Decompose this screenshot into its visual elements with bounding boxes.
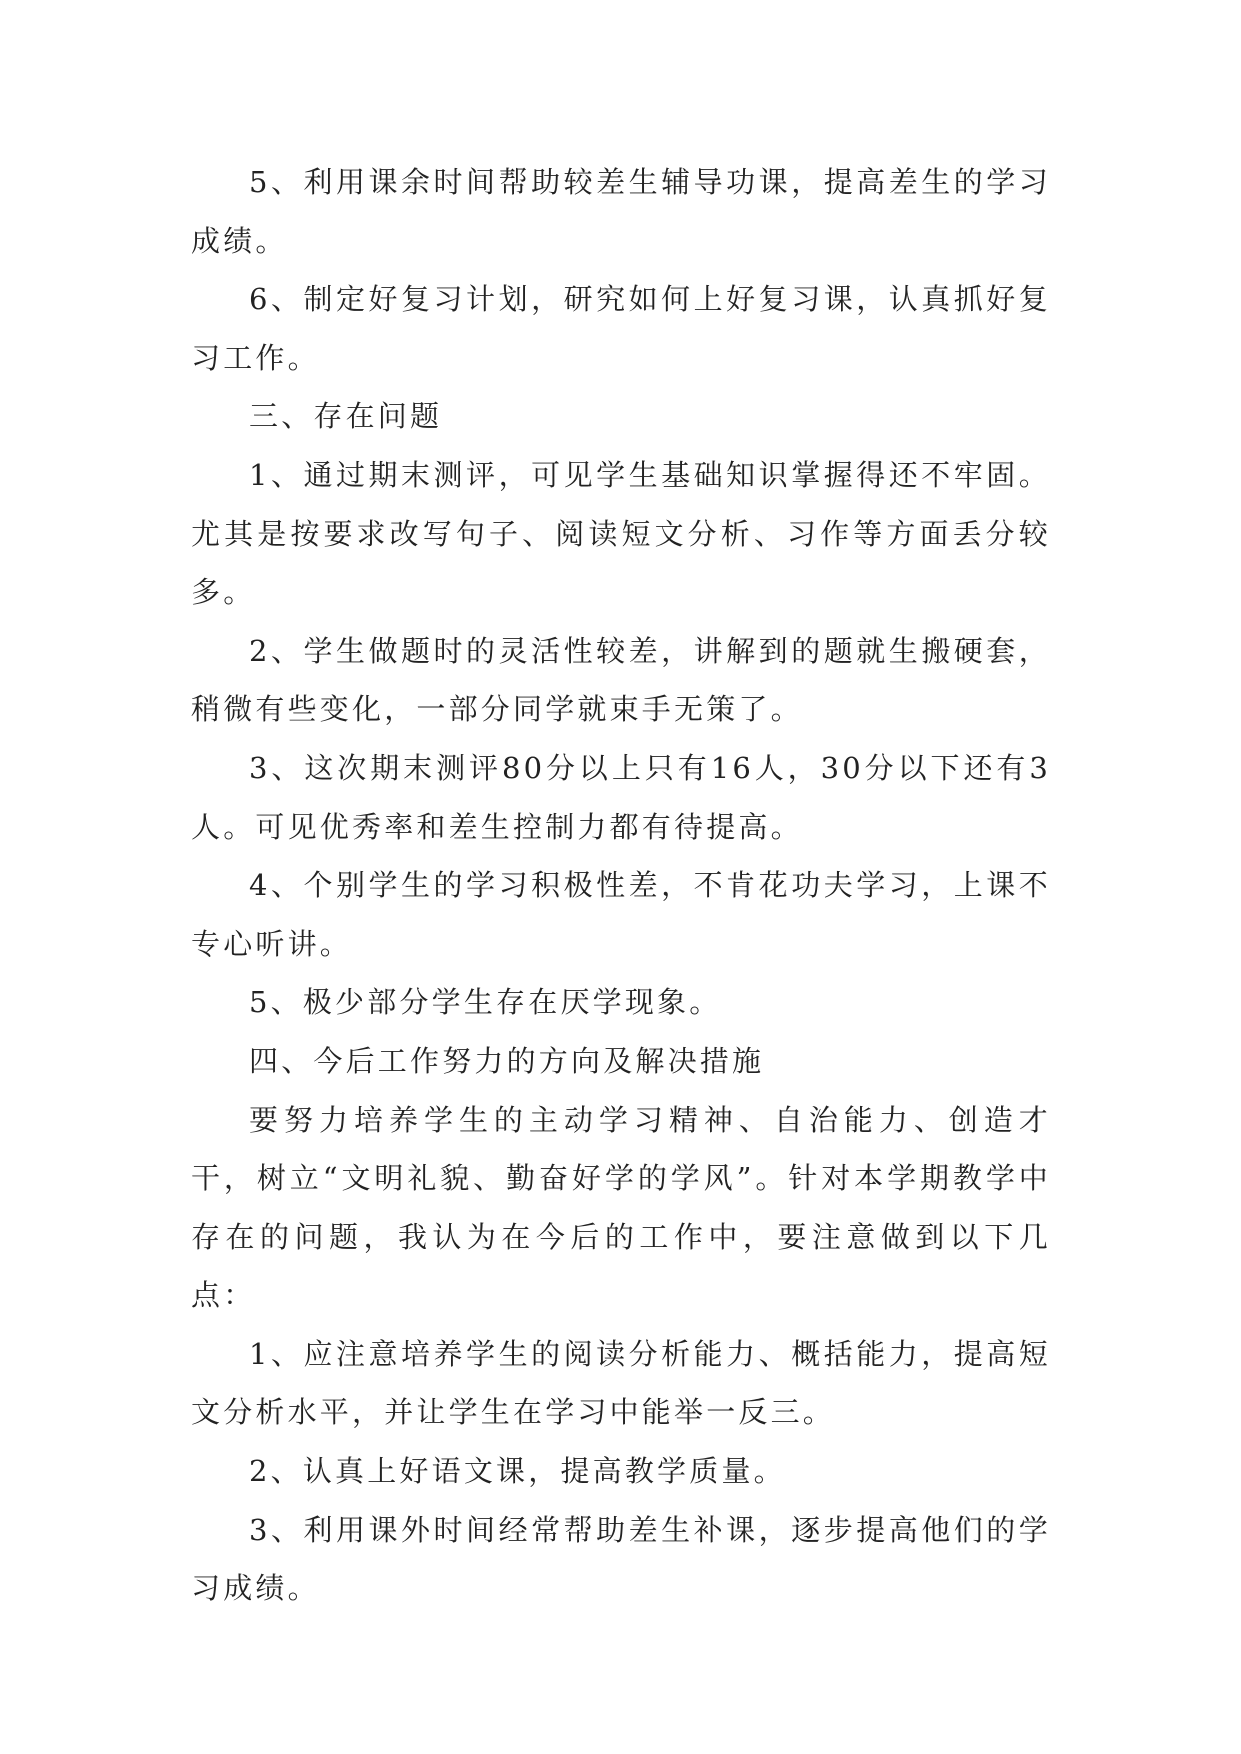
section-heading-problems: 三、存在问题: [249, 399, 443, 434]
paragraph-item-6-review-plan: 6、制定好复习计划，研究如何上好复习课，认真抓好复习工作。: [191, 282, 1051, 375]
paragraph-future-intro: 要努力培养学生的主动学习精神、自治能力、创造才干，树立“文明礼貌、勤奋好学的学风”。针对本学期教学中存在的问题，我认为在今后的工作中，要注意做到以下几点：: [191, 1102, 1051, 1313]
paragraph-measure-3: 3、利用课外时间经常帮助差生补课，逐步提高他们的学习成绩。: [191, 1512, 1051, 1606]
paragraph-measure-2: 2、认真上好语文课，提高教学质量。: [249, 1454, 786, 1489]
paragraph-measure-1: 1、应注意培养学生的阅读分析能力、概括能力，提高短文分析水平，并让学生在学习中能举一反三。: [191, 1336, 1051, 1430]
paragraph-problem-1: 1、通过期末测评，可见学生基础知识掌握得还不牢固。尤其是按要求改写句子、阅读短文分析、习作等方面丢分较多。: [191, 457, 1051, 610]
section-heading-future-work: 四、今后工作努力的方向及解决措施: [249, 1043, 765, 1078]
paragraph-problem-3: 3、这次期末测评80分以上只有16人，30分以下还有3人。可见优秀率和差生控制力都有待提高。: [191, 750, 1051, 844]
document-body: [191, 153, 1051, 1618]
paragraph-problem-5: 5、极少部分学生存在厌学现象。: [249, 985, 722, 1020]
paragraph-item-5-tutoring: 5、利用课余时间帮助较差生辅导功课，提高差生的学习成绩。: [191, 165, 1051, 258]
paragraph-problem-4: 4、个别学生的学习积极性差，不肯花功夫学习，上课不专心听讲。: [191, 868, 1051, 961]
paragraph-problem-2: 2、学生做题时的灵活性较差，讲解到的题就生搬硬套，稍微有些变化，一部分同学就束手无策了。: [191, 633, 1051, 727]
